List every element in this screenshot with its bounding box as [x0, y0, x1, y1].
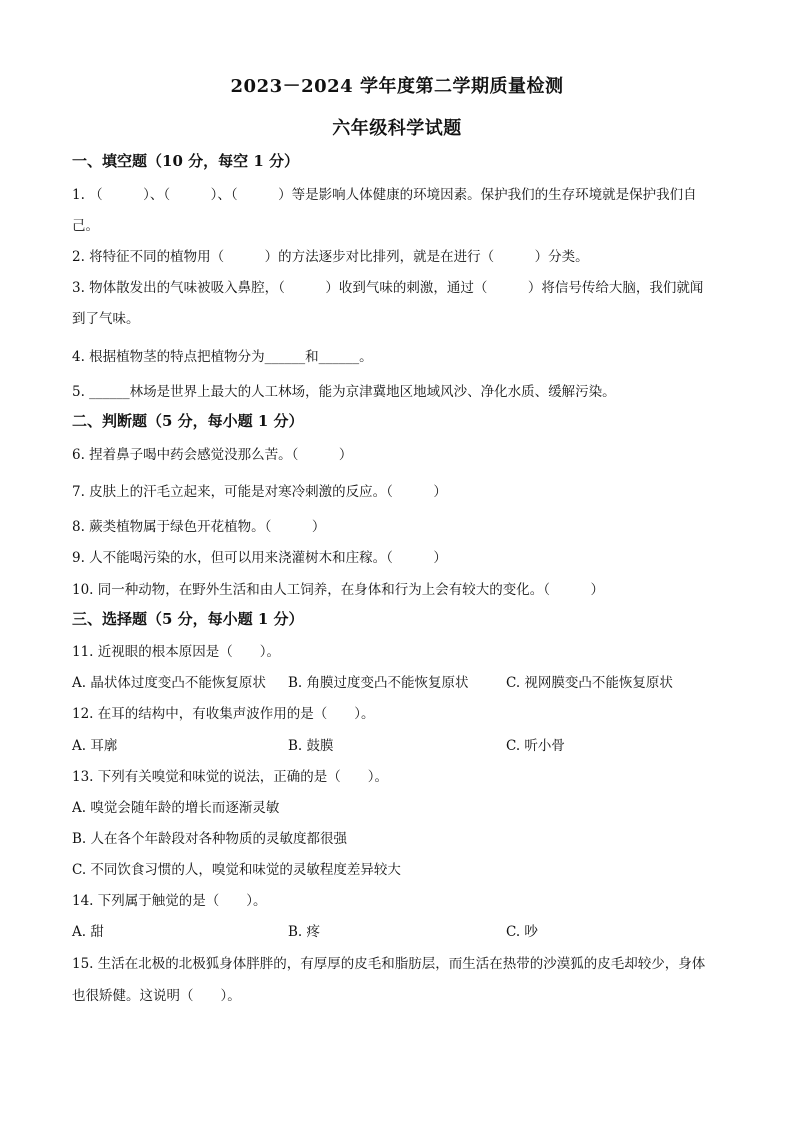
question-2: 2. 将特征不同的植物用（ ）的方法逐步对比排列，就是在进行（ ）分类。: [72, 249, 589, 265]
question-14-option-c: C. 吵: [506, 924, 538, 940]
question-14-option-a: A. 甜: [72, 924, 104, 940]
question-1-line-2: 己。: [72, 218, 99, 234]
question-12-option-a: A. 耳廓: [72, 738, 118, 754]
question-4: 4. 根据植物茎的特点把植物分为______和______。: [72, 349, 373, 365]
question-11-option-b: B. 角膜过度变凸不能恢复原状: [288, 675, 469, 691]
question-12-option-b: B. 鼓膜: [288, 738, 334, 754]
question-10: 10. 同一种动物，在野外生活和由人工饲养，在身体和行为上会有较大的变化。（ ）: [72, 582, 605, 598]
question-3-line-1: 3. 物体散发出的气味被吸入鼻腔，（ ）收到气味的刺激，通过（ ）将信号传给大脑，我们就闻: [72, 280, 704, 296]
page-subtitle: 六年级科学试题: [332, 118, 462, 139]
question-6: 6. 捏着鼻子喝中药会感觉没那么苦。（ ）: [72, 447, 353, 463]
question-14-option-b: B. 疼: [288, 924, 321, 940]
question-15-line-2: 也很矫健。这说明（ ）。: [72, 988, 241, 1004]
question-11-option-c: C. 视网膜变凸不能恢复原状: [506, 675, 673, 691]
section-choice: 三、选择题（5 分，每小题 1 分）: [72, 610, 304, 628]
question-14: 14. 下列属于触觉的是（ ）。: [72, 893, 267, 909]
question-8: 8. 蕨类植物属于绿色开花植物。（ ）: [72, 519, 326, 535]
question-13-option-c: C. 不同饮食习惯的人，嗅觉和味觉的灵敏程度差异较大: [72, 862, 401, 878]
question-12-option-c: C. 听小骨: [506, 738, 565, 754]
question-11-option-a: A. 晶状体过度变凸不能恢复原状: [72, 675, 266, 691]
page-title: 2023－2024 学年度第二学期质量检测: [230, 76, 564, 97]
question-12: 12. 在耳的结构中，有收集声波作用的是（ ）。: [72, 706, 375, 722]
question-11: 11. 近视眼的根本原因是（ ）。: [72, 644, 281, 660]
question-13: 13. 下列有关嗅觉和味觉的说法，正确的是（ ）。: [72, 769, 389, 785]
question-3-line-2: 到了气味。: [72, 311, 140, 327]
question-13-option-b: B. 人在各个年龄段对各种物质的灵敏度都很强: [72, 831, 348, 847]
question-15-line-1: 15. 生活在北极的北极狐身体胖胖的，有厚厚的皮毛和脂肪层，而生活在热带的沙漠狐的皮毛却较少，身体: [72, 956, 706, 972]
question-5: 5. ______林场是世界上最大的人工林场，能为京津冀地区地域风沙、净化水质、缓解污染。: [72, 384, 616, 400]
question-9: 9. 人不能喝污染的水，但可以用来浇灌树木和庄稼。（ ）: [72, 550, 447, 566]
question-1-line-1: 1. （ ）、（ ）、（ ）等是影响人体健康的环境因素。保护我们的生存环境就是保护我们自: [72, 187, 697, 203]
question-13-option-a: A. 嗅觉会随年龄的增长而逐渐灵敏: [72, 800, 280, 816]
section-judge: 二、判断题（5 分，每小题 1 分）: [72, 412, 304, 430]
question-7: 7. 皮肤上的汗毛立起来，可能是对寒冷刺激的反应。（ ）: [72, 484, 447, 500]
section-fill-blank: 一、填空题（10 分，每空 1 分）: [72, 152, 299, 170]
